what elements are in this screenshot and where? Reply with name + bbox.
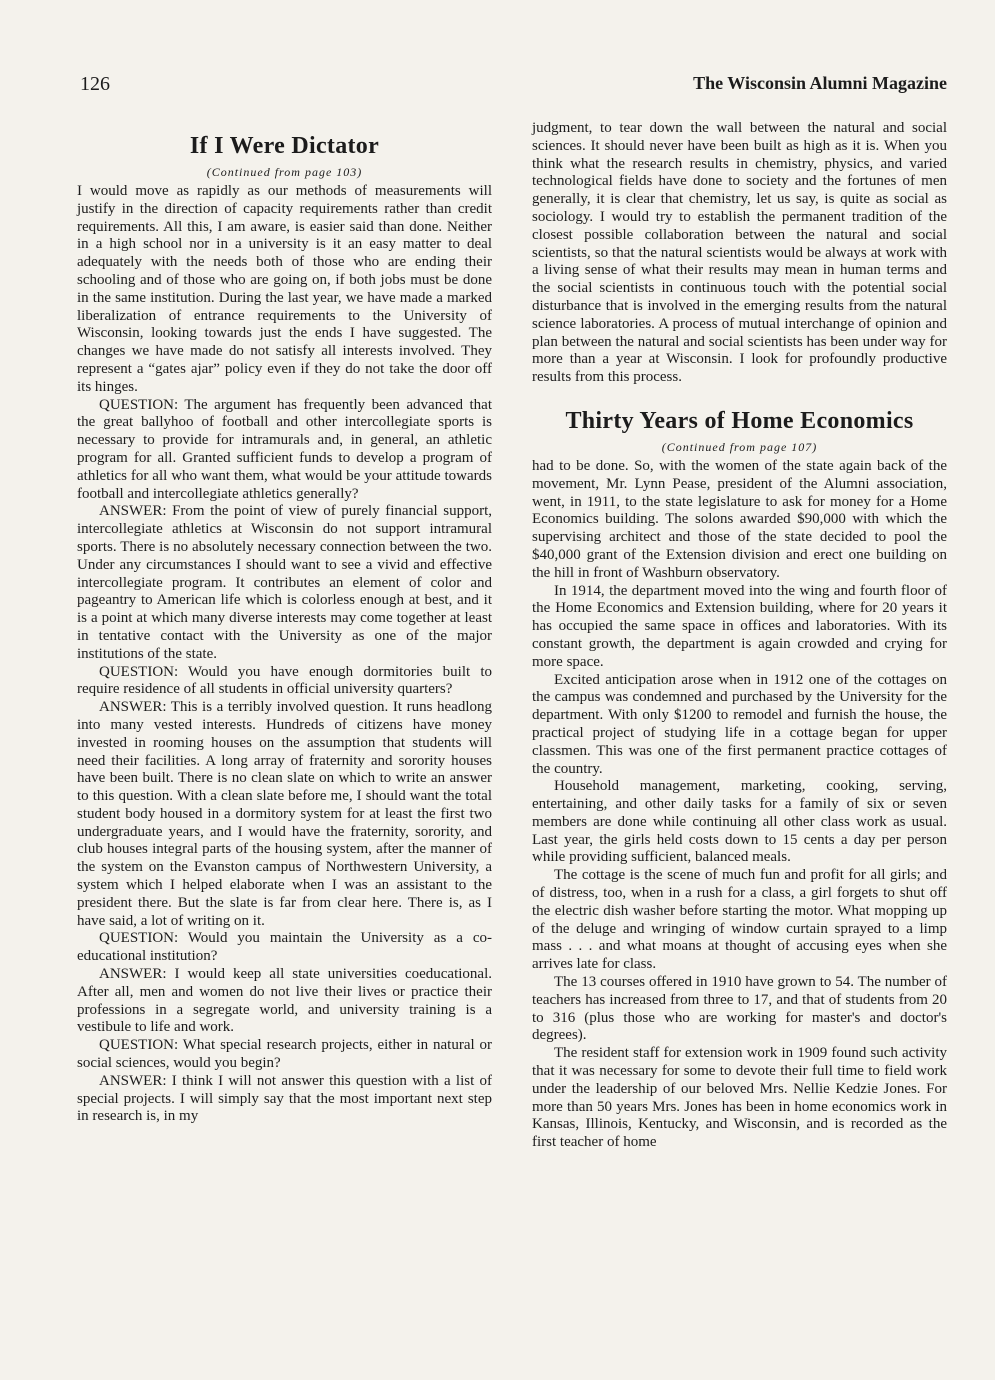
- paragraph: QUESTION: Would you maintain the University as a co-educational institution?: [77, 930, 492, 965]
- page-number: 126: [80, 73, 110, 95]
- right-column: [532, 120, 947, 1152]
- article-title-home-economics: Thirty Years of Home Economics: [565, 407, 914, 434]
- paragraph: ANSWER: This is a terribly involved question. It runs headlong into many vested interests. Hundreds of citizens have money invested in rooming houses on the assumption that students will need their facilities. A long array of fraternity and sorority houses have been built. There is no clean slate on which to write an answer to this question. With a clean slate before me, I should want the total student body housed in a dormitory system for at least the first two undergraduate years, and I would have the fraternity, sorority, and club houses integral parts of the housing system, after the manner of the system on the Evanston campus of Northwestern University, a system which I helped elaborate when I was an assistant to the president there. But the slate is far from clear here. There is, as I have said, a lot of writing on it.: [77, 699, 492, 929]
- continued-note-dictator: (Continued from page 103): [206, 165, 363, 179]
- paragraph-continued: judgment, to tear down the wall between the natural and social sciences. It should never have been built as high as it is. When you think what the research results in chemistry, physics, and varied technological fields have done to society and the fortunes of men generally, it is clear that chemistry, let us say, is quite as social as sociology. I would try to establish the permanent tradition of the closest possible collaboration between the natural and social scientists, so that the natural scientists would be always at work with a living sense of what their results may mean in human terms and the social scientists in continuous touch with the potential social disturbance that is involved in the emerging results from the natural science laboratories. A process of mutual interchange of opinion and plan between the natural and social scientists has been under way for more than a year at Wisconsin. I look for profoundly productive results from this process.: [532, 120, 947, 386]
- page-header: [80, 73, 947, 99]
- paragraph: The 13 courses offered in 1910 have grown to 54. The number of teachers has increased from three to 17, and that of students from 20 to 316 (plus those who are working for master's and doctor's degrees).: [532, 974, 947, 1044]
- paragraph: Excited anticipation arose when in 1912 one of the cottages on the campus was condemned and purchased by the University for the department. With only $1200 to remodel and furnish the house, the practical project of studying life in a cottage began for upper classmen. This was one of the first permanent practice cottages of the country.: [532, 671, 947, 777]
- paragraph: had to be done. So, with the women of the state again back of the movement, Mr. Lynn Pease, president of the Alumni association, went, in 1911, to the state legislature to ask for money for a Home Economics building. The solons awarded $90,000 with which the supervising architect and those of the state decided to pool the $40,000 grant of the Extension division and erect one building on the hill in front of Washburn observatory.: [532, 457, 947, 581]
- continued-note-home-economics: (Continued from page 107): [661, 439, 818, 454]
- paragraph: QUESTION: The argument has frequently been advanced that the great ballyhoo of football and other intercollegiate sports is necessary to provide for intramurals and, in general, an athletic program for all. Granted sufficient funds to develop a program of athletics for all who want them, what would be your attitude towards football and intercollegiate athletics generally?: [77, 396, 492, 502]
- paragraph: ANSWER: I would keep all state universities coeducational. After all, men and women do not live their lives or practice their professions in a segregate world, and university training is a vestibule to life and work.: [77, 966, 492, 1036]
- paragraph: Household management, marketing, cooking, serving, entertaining, and other daily tasks for a family of six or seven members are done while continuing all other class work as usual. Last year, the girls held costs down to 15 cents a day per person while providing sufficient, balanced meals.: [532, 778, 947, 866]
- paragraph: I would move as rapidly as our methods of measurements will justify in the direction of capacity requirements rather than credit requirements. All this, I am aware, is easier said than done. Neither in a high school nor in a university is it an easy matter to deal adequately with the needs both of those who are ending their schooling and of those who are going on, if both jobs must be done in the same institution. During the last year, we have made a marked liberalization of entrance requirements to the University of Wisconsin, looking towards just the ends I have suggested. The changes we have made do not satisfy all interests involved. They represent a “gates ajar” policy even if they do not take the door off its hinges.: [77, 183, 492, 395]
- paragraph: In 1914, the department moved into the wing and fourth floor of the Home Economics and Extension building, where for 20 years it has occupied the same space in offices and laboratories. With its constant growth, the department is again crowded and crying for more space.: [532, 582, 947, 670]
- magazine-title: The Wisconsin Alumni Magazine: [693, 73, 947, 93]
- article-title-dictator: If I Were Dictator: [189, 133, 380, 159]
- paragraph-split: ANSWER: I think I will not answer this question with a list of special projects. I will simply say that the most important next step in research is, in my: [77, 1072, 492, 1125]
- paragraph: The cottage is the scene of much fun and profit for all girls; and of distress, too, when in a rush for a class, a girl forgets to shut off the electric dish washer before starting the motor. What mopping up of the deluge and wringing of window curtain sprayed to a limp mass . . . and what moans at thought of accusing eyes when she arrives late for class.: [532, 867, 947, 973]
- paragraph: The resident staff for extension work in 1909 found such activity that it was necessary for some to devote their full time to field work under the leadership of our beloved Mrs. Nellie Kedzie Jones. For more than 50 years Mrs. Jones has been in home economics work in Kansas, Illinois, Kentucky, and Wisconsin, and is recorded as the first teacher of home: [532, 1045, 947, 1151]
- paragraph: ANSWER: From the point of view of purely financial support, intercollegiate athletics at Wisconsin do not support intramural sports. There is no absolutely necessary connection between the two. Under any circumstances I should want to see a vivid and effective intercollegiate program. It contributes an element of color and pageantry to American life which is colorless enough at best, and it is a point at which many diverse interests may come together at least in tentative contact with the University as one of the major institutions of the state.: [77, 503, 492, 662]
- paragraph: QUESTION: Would you have enough dormitories built to require residence of all students in official university quarters?: [77, 663, 492, 698]
- paragraph: QUESTION: What special research projects, either in natural or social sciences, would you begin?: [77, 1037, 492, 1072]
- left-column: [77, 120, 492, 1126]
